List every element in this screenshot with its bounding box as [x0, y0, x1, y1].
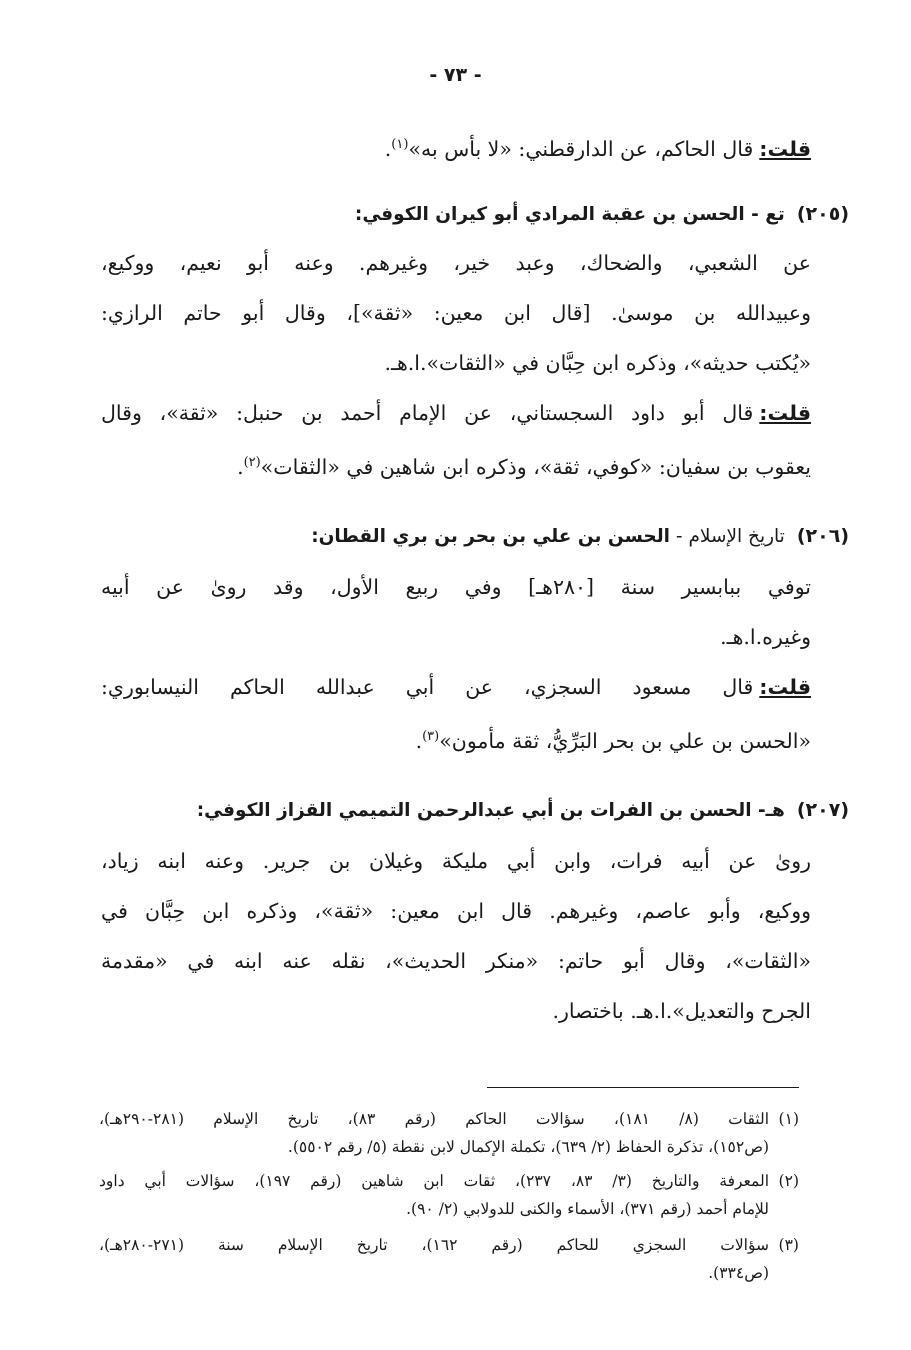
entry-source: تاريخ الإسلام -	[670, 526, 785, 547]
footnote-3-line-1: (٣)سؤالات السجزي للحاكم (رقم ١٦٢)، تاريخ الإسلام سنة (٢٧١-٢٨٠هـ)،	[99, 1232, 799, 1258]
entry-title: الحسن بن علي بن بحر بن بري القطان:	[311, 526, 671, 547]
page-number: - ٧٣ -	[429, 64, 482, 86]
entry-206-note-line-1: قلت:قال مسعود السجزي، عن أبي عبدالله الحاكم النيسابوري:	[101, 675, 811, 699]
qult-label: قلت:	[759, 675, 811, 699]
footnote-mark: (٢)	[778, 1172, 799, 1190]
footnote-1-line-1: (١)الثقات (٨/ ١٨١)، سؤالات الحاكم (رقم ٨٣)، تاريخ الإسلام (٢٨١-٢٩٠هـ)،	[99, 1106, 799, 1132]
entry-number: (٢٠٦)	[796, 525, 849, 547]
intro-line: قلت:قال الحاكم، عن الدارقطني: «لا بأس به»$^{(١)}$.	[384, 136, 811, 161]
qult-label: قلت:	[759, 136, 811, 161]
entry-205-line-1: عن الشعبي، والضحاك، وعبد خير، وغيرهم. وعنه أبو نعيم، ووكيع،	[101, 251, 811, 275]
entry-205-note-line-2: يعقوب بن سفيان: «كوفي، ثقة»، وذكره ابن شاهين في «الثقات»$^{(٢)}$.	[237, 454, 811, 479]
footnote-2-line-1: (٢)المعرفة والتاريخ (٣/ ٨٣، ٢٣٧)، ثقات ابن شاهين (رقم ١٩٧)، سؤالات أبي داود	[99, 1168, 799, 1194]
entry-205-line-3: «يُكتب حديثه»، وذكره ابن حِبَّان في «الثقات».ا.هـ.	[384, 351, 811, 375]
entry-207-line-4: الجرح والتعديل».ا.هـ. باختصار.	[552, 999, 811, 1023]
entry-number: (٢٠٧)	[796, 799, 849, 821]
entry-206-heading	[101, 518, 849, 554]
footnote-2-line-2: للإمام أحمد (رقم ٣٧١)، الأسماء والكنى للدولابي (٢/ ٩٠).	[406, 1200, 769, 1218]
footnote-ref: (١)	[391, 137, 409, 152]
footnote-divider	[487, 1087, 799, 1088]
entry-207-line-2: ووكيع، وأبو عاصم، وغيرهم. قال ابن معين: «ثقة»، وذكره ابن حِبَّان في	[101, 899, 811, 923]
entry-205-note-line-1: قلت:قال أبو داود السجستاني، عن الإمام أحمد بن حنبل: «ثقة»، وقال	[101, 401, 811, 425]
footnote-3-line-2: (ص٣٣٤).	[708, 1264, 769, 1282]
entry-title: هـ- الحسن بن الفرات بن أبي عبدالرحمن التميمي القزاز الكوفي:	[196, 800, 785, 821]
footnote-mark: (٣)	[778, 1236, 799, 1254]
entry-number: (٢٠٥)	[796, 203, 849, 225]
entry-206-line-2: وغيره.ا.هـ.	[720, 625, 811, 649]
entry-205-line-2: وعبيدالله بن موسىٰ. [قال ابن معين: «ثقة»]، وقال أبو حاتم الرازي:	[101, 301, 811, 325]
qult-label: قلت:	[759, 401, 811, 425]
footnote-1-line-2: (ص١٥٢)، تذكرة الحفاظ (٢/ ٦٣٩)، تكملة الإكمال لابن نقطة (٥/ رقم ٥٥٠٢).	[287, 1138, 769, 1156]
entry-206-note-line-2: «الحسن بن علي بن بحر البَرِّيُّ، ثقة مأمون»$^{(٣)}$.	[415, 728, 811, 753]
footnote-mark: (١)	[778, 1110, 799, 1128]
entry-title: تع - الحسن بن عقبة المرادي أبو كيران الكوفي:	[354, 204, 785, 225]
entry-205-heading	[101, 196, 849, 232]
entry-207-line-3: «الثقات»، وقال أبو حاتم: «منكر الحديث»، نقله عنه ابنه في «مقدمة	[101, 949, 811, 973]
footnote-ref: (٢)	[243, 455, 261, 470]
intro-text: قال الحاكم، عن الدارقطني: «لا بأس به»	[408, 136, 754, 161]
entry-206-line-1: توفي ببابسير سنة [٢٨٠هـ] وفي ربيع الأول، وقد روىٰ عن أبيه	[101, 575, 811, 599]
entry-207-heading	[101, 792, 849, 828]
entry-207-line-1: روىٰ عن أبيه فرات، وابن أبي مليكة وغيلان بن جرير. وعنه ابنه زياد،	[101, 849, 811, 873]
footnote-ref: (٣)	[422, 729, 440, 744]
